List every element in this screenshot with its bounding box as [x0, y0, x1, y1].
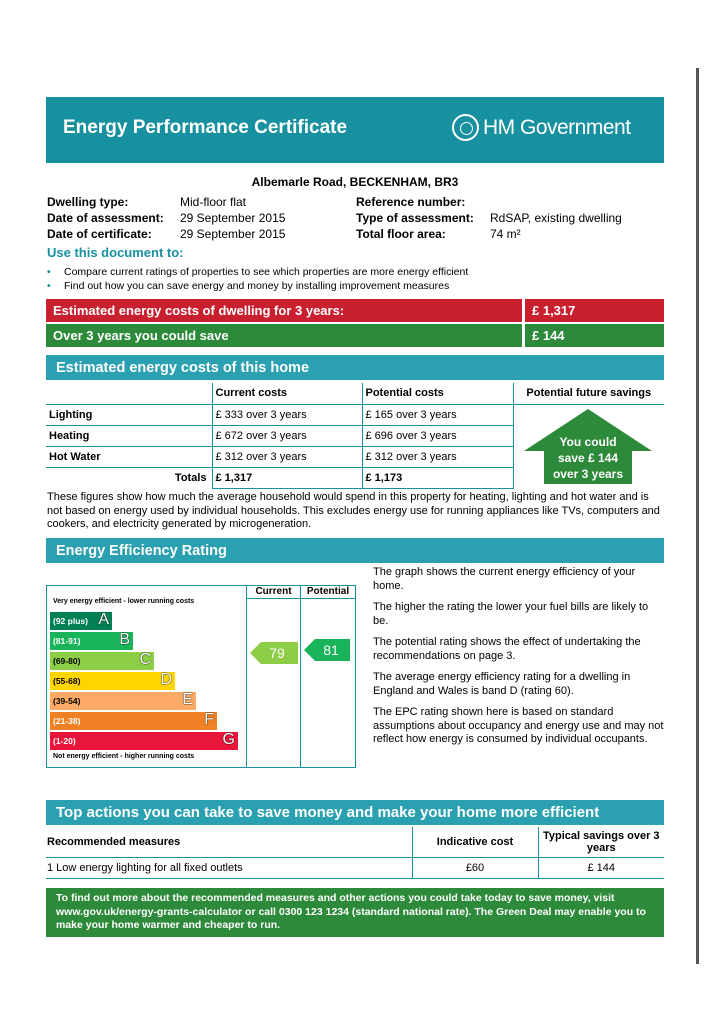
- savings-label: Over 3 years you could save: [46, 324, 525, 347]
- estimated-cost-value: £ 1,317: [532, 303, 576, 318]
- estimated-cost-label: Estimated energy costs of dwelling for 3 years:: [46, 299, 525, 322]
- eer-band-a: [50, 612, 112, 630]
- eer-paragraph: The average energy efficiency rating for a dwelling in England and Wales is band D (rating 60).: [373, 671, 631, 697]
- eer-paragraph: The higher the rating the lower your fuel bills are likely to be.: [373, 601, 649, 627]
- eer-band-letter: E: [182, 691, 193, 708]
- eer-band-letter: B: [119, 631, 130, 648]
- detail-row: [356, 194, 622, 210]
- current-rating-value: 79: [269, 645, 285, 661]
- savings-line: You could: [559, 435, 617, 449]
- detail-row: [47, 194, 285, 210]
- royal-crest-icon: [452, 114, 479, 141]
- column-header: Potential costs: [362, 383, 513, 404]
- use-document-title: Use this document to:: [47, 245, 184, 260]
- column-header: Potential future savings: [513, 383, 664, 404]
- actions-table: [46, 827, 664, 879]
- eer-current-header: Current: [255, 586, 292, 597]
- table-header-row: [46, 827, 664, 857]
- eer-band-letter: D: [160, 671, 172, 688]
- eer-band-range: (69-80): [53, 656, 81, 666]
- costs-description: These figures show how much the average household would spend in this property for heating, lighting and hot water and is not based on energy used by individual households. This excludes energy use for running appliances like TVs, computers and cookers, and electricity generated by microgeneration.: [47, 491, 660, 530]
- eer-paragraph: The EPC rating shown here is based on standard assumptions about occupancy and energy use and may not reflect how energy is consumed by individual occupants.: [373, 706, 664, 745]
- eer-band-d: [50, 672, 175, 690]
- eer-band-range: (1-20): [53, 736, 76, 746]
- eer-band-f: [50, 712, 217, 730]
- eer-band-range: (55-68): [53, 676, 81, 686]
- list-item: • Compare current ratings of properties to see which properties are more energy efficient: [47, 265, 468, 279]
- page-edge-rule: [696, 68, 699, 964]
- eer-band-b: [50, 632, 133, 650]
- row-label: Hot Water: [46, 446, 212, 467]
- eer-paragraph: The graph shows the current energy efficiency of your home.: [373, 566, 636, 592]
- current-cost: £ 672 over 3 years: [212, 425, 362, 446]
- detail-value: Mid-floor flat: [180, 195, 247, 209]
- detail-row: [356, 226, 622, 242]
- table-header-row: [46, 383, 664, 404]
- potential-cost: £ 696 over 3 years: [362, 425, 513, 446]
- column-header: Recommended measures: [46, 827, 412, 857]
- eer-band-g: [50, 732, 238, 750]
- potential-cost: £ 312 over 3 years: [362, 446, 513, 467]
- dwelling-details: [47, 194, 285, 242]
- current-rating-arrow: [250, 642, 298, 664]
- savings-arrow-text: [540, 434, 636, 482]
- savings-line: over 3 years: [552, 467, 624, 481]
- footer-note: To find out more about the recommended measures and other actions you could take today to save money, visit www.gov.uk/energy-grants-calculator or call 0300 123 1234 (standard national rate). The Green Deal may enable you to make your home warmer and cheaper to run.: [46, 888, 664, 937]
- totals-label: Totals: [174, 471, 207, 484]
- eer-section-title: Energy Efficiency Rating: [46, 538, 664, 563]
- detail-row: [47, 210, 285, 226]
- eer-top-note: Very energy efficient - lower running costs: [53, 598, 195, 605]
- eer-band-c: [50, 652, 154, 670]
- certificate-title: Energy Performance Certificate: [63, 117, 348, 138]
- use-document-list: [47, 265, 468, 293]
- detail-value: 74 m²: [490, 227, 521, 241]
- row-label: Heating: [46, 425, 212, 446]
- costs-section-title: Estimated energy costs of this home: [46, 355, 664, 380]
- detail-label: Dwelling type:: [47, 195, 129, 209]
- eer-divider: [246, 585, 247, 768]
- detail-row: [356, 210, 622, 226]
- detail-label: Reference number:: [356, 195, 466, 209]
- measure-name: 1 Low energy lighting for all fixed outlets: [46, 857, 412, 878]
- column-header: Indicative cost: [412, 827, 538, 857]
- eer-band-letter: A: [98, 611, 109, 628]
- eer-band-range: (92 plus): [53, 616, 88, 626]
- hm-government-text: HM Government: [483, 115, 631, 139]
- detail-row: [47, 226, 285, 242]
- certificate-header: [46, 97, 664, 163]
- potential-cost: £ 165 over 3 years: [362, 404, 513, 425]
- eer-paragraph: The potential rating shows the effect of undertaking the recommendations on page 3.: [373, 636, 641, 662]
- detail-value: RdSAP, existing dwelling: [490, 211, 622, 225]
- eer-bottom-note: Not energy efficient - higher running costs: [53, 753, 195, 760]
- detail-value: 29 September 2015: [180, 227, 286, 241]
- savings-bar: [46, 324, 664, 347]
- estimated-cost-bar: [46, 299, 664, 322]
- eer-potential-header: Potential: [306, 586, 350, 597]
- savings-line: save £ 144: [557, 451, 619, 465]
- list-item: • Find out how you can save energy and money by installing improvement measures: [47, 279, 468, 293]
- actions-section-title: Top actions you can take to save money and make your home more efficient: [46, 800, 664, 825]
- current-cost: £ 312 over 3 years: [212, 446, 362, 467]
- measure-cost: £60: [412, 857, 538, 878]
- column-header: Typical savings over 3 years: [538, 827, 664, 857]
- table-row: [46, 857, 664, 878]
- savings-value: £ 144: [532, 328, 565, 343]
- eer-header-rule: [246, 598, 356, 599]
- detail-label: Total floor area:: [356, 227, 446, 241]
- detail-label: Date of certificate:: [47, 227, 152, 241]
- assessment-details: [356, 194, 622, 242]
- row-label: Lighting: [46, 404, 212, 425]
- hm-government-logo: [452, 114, 631, 141]
- potential-rating-value: 81: [323, 642, 339, 658]
- detail-label: Type of assessment:: [356, 211, 474, 225]
- total-current: £ 1,317: [212, 467, 362, 488]
- detail-value: 29 September 2015: [180, 211, 286, 225]
- eer-band-letter: G: [222, 731, 235, 748]
- column-header: Current costs: [212, 383, 362, 404]
- eer-band-range: (21-38): [53, 716, 81, 726]
- current-cost: £ 333 over 3 years: [212, 404, 362, 425]
- eer-band-range: (39-54): [53, 696, 81, 706]
- eer-explanation: [373, 566, 665, 755]
- total-potential: £ 1,173: [362, 467, 513, 488]
- column-header: [46, 383, 212, 404]
- property-address: Albemarle Road, BECKENHAM, BR3: [251, 175, 459, 189]
- detail-label: Date of assessment:: [47, 211, 164, 225]
- eer-band-letter: C: [139, 651, 151, 668]
- eer-divider: [300, 585, 301, 768]
- potential-rating-arrow: [304, 639, 350, 661]
- eer-band-letter: F: [204, 711, 214, 728]
- measure-savings: £ 144: [538, 857, 664, 878]
- eer-band-e: [50, 692, 196, 710]
- eer-band-range: (81-91): [53, 636, 81, 646]
